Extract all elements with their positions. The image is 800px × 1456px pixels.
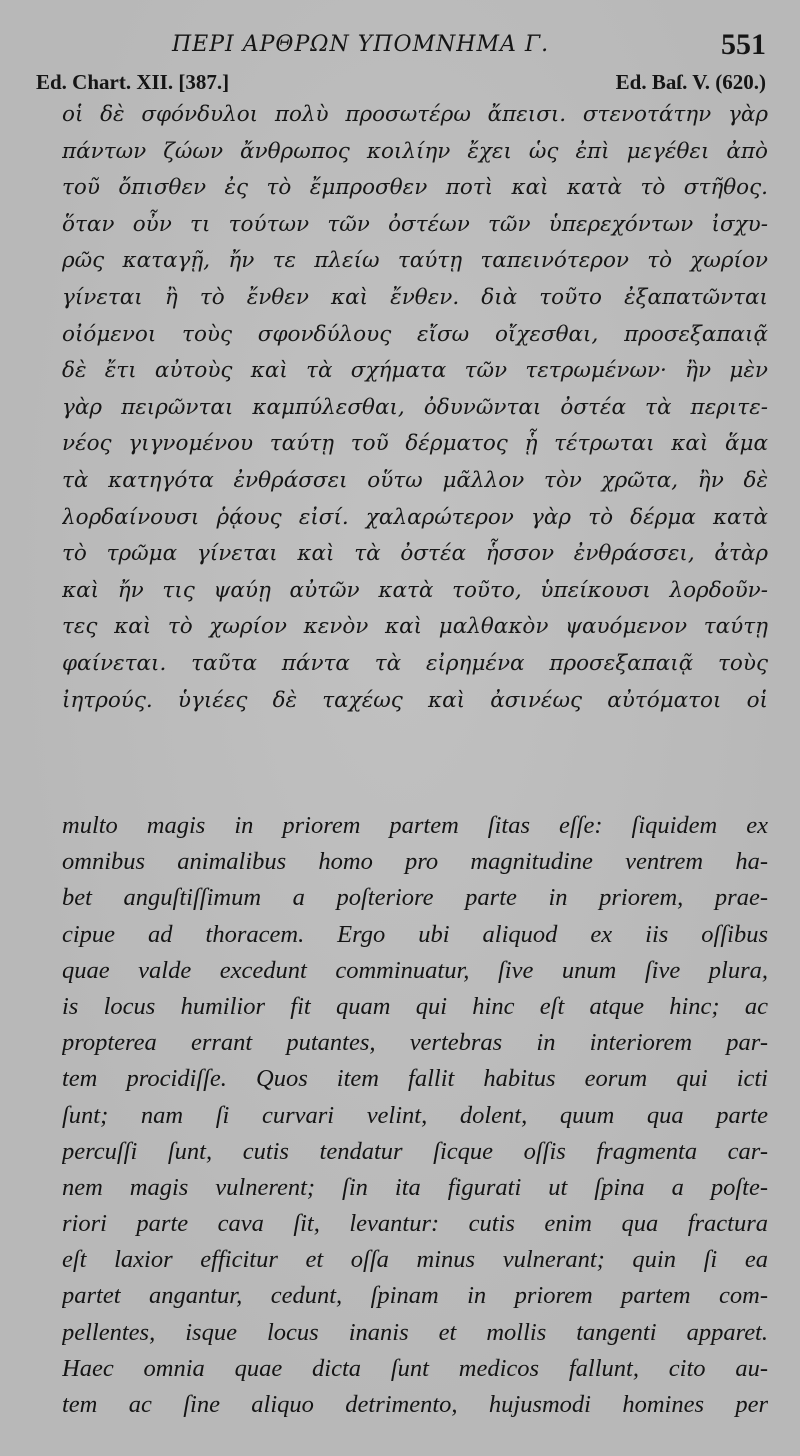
latin-line: tem procidiſſe. Quos item fallit habitus eorum qui icti xyxy=(62,1065,768,1093)
greek-line: τὰ κατηγότα ἐνθράσσει οὕτω μᾶλλον τὸν χρῶτα, ἢν δὲ xyxy=(62,467,768,493)
latin-line: nem magis vulnerent; ſin ita figurati ut ſpina a poſte- xyxy=(62,1173,768,1201)
latin-line: percuſſi ſunt, cutis tendatur ſicque oſſis fragmenta car- xyxy=(62,1137,768,1165)
greek-text-block xyxy=(62,97,768,719)
latin-line: omnibus animalibus homo pro magnitudine ventrem ha- xyxy=(62,848,768,876)
greek-line: τὸ τρῶμα γίνεται καὶ τὰ ὀστέα ἧσσον ἐνθράσσει, ἀτὰρ xyxy=(62,541,768,567)
greek-line: νέος γιγνομένου ταύτῃ τοῦ δέρματος ᾗ τέτρωται καὶ ἅμα xyxy=(62,431,768,457)
latin-line: pellentes, isque locus inanis et mollis tangenti apparet. xyxy=(62,1318,768,1346)
edition-basel-ref: Ed. Baſ. V. (620.) xyxy=(615,70,766,94)
greek-line: τοῦ ὄπισθεν ἐς τὸ ἔμπροσθεν ποτὶ καὶ κατὰ τὸ στῆθος. xyxy=(62,175,768,201)
greek-line: λορδαίνουσι ῥᾴους εἰσί. χαλαρώτερον γὰρ τὸ δέρμα κατὰ xyxy=(62,504,768,530)
greek-line: δὲ ἔτι αὐτοὺς καὶ τὰ σχήματα τῶν τετρωμένων· ἢν μὲν xyxy=(62,358,768,384)
latin-line: cipue ad thoracem. Ergo ubi aliquod ex iis oſſibus xyxy=(62,920,768,948)
greek-line: πάντων ζώων ἄνθρωπος κοιλίην ἔχει ὡς ἐπὶ μεγέθει ἀπὸ xyxy=(62,138,768,164)
latin-line: quae valde excedunt comminuatur, ſive unum ſive plura, xyxy=(62,956,768,984)
running-title: ΠΕΡΙ ΑΡΘΡΩΝ ΥΠΟΜΝΗΜΑ Γ. xyxy=(172,32,550,57)
latin-line: propterea errant putantes, vertebras in interiorem par- xyxy=(62,1029,768,1057)
latin-line: tem ac ſine aliquo detrimento, hujusmodi homines per xyxy=(62,1391,768,1418)
latin-line: Haec omnia quae dicta ſunt medicos fallunt, cito au- xyxy=(62,1354,768,1382)
latin-line: ſunt; nam ſi curvari velint, dolent, quum qua parte xyxy=(62,1101,768,1129)
page-number: 551 xyxy=(721,28,766,61)
greek-line: γὰρ πειρῶνται καμπύλεσθαι, ὀδυνῶνται ὀστέα τὰ περιτε- xyxy=(62,394,768,420)
latin-line: multo magis in priorem partem ſitas eſſe: ſiquidem ex xyxy=(62,812,768,839)
edition-chartier-ref: Ed. Chart. XII. [387.] xyxy=(36,70,230,94)
greek-line: οἰόμενοι τοὺς σφονδύλους εἴσω οἴχεσθαι, προσεξαπαιᾷ xyxy=(62,321,768,347)
greek-line: ὅταν οὖν τι τούτων τῶν ὀστέων τῶν ὑπερεχόντων ἰσχυ- xyxy=(62,211,768,237)
greek-line: γίνεται ἢ τὸ ἔνθεν καὶ ἔνθεν. διὰ τοῦτο ἐξαπατῶνται xyxy=(62,284,768,310)
greek-line: φαίνεται. ταῦτα πάντα τὰ εἰρημένα προσεξαπαιᾷ τοὺς xyxy=(62,650,768,676)
latin-line: bet anguſtiſſimum a poſteriore parte in priorem, prae- xyxy=(62,884,768,912)
greek-line: τες καὶ τὸ χωρίον κενὸν καὶ μαλθακὸν ψαυόμενον ταύτῃ xyxy=(62,614,768,640)
edition-line xyxy=(36,70,766,100)
greek-line: οἱ δὲ σφόνδυλοι πολὺ προσωτέρω ἄπεισι. στενοτάτην γὰρ xyxy=(62,102,768,127)
latin-line: riori parte cava ſit, levantur: cutis enim qua fractura xyxy=(62,1210,768,1238)
latin-line: eſt laxior efficitur et oſſa minus vulnerant; quin ſi ea xyxy=(62,1246,768,1274)
greek-line: καὶ ἤν τις ψαύῃ αὐτῶν κατὰ τοῦτο, ὑπείκουσι λορδοῦν- xyxy=(62,577,768,603)
latin-line: is locus humilior fit quam qui hinc eſt atque hinc; ac xyxy=(62,992,768,1020)
greek-line: ἰητρούς. ὑγιέες δὲ ταχέως καὶ ἀσινέως αὐτόματοι οἱ xyxy=(62,687,768,713)
greek-line: ρῶς καταγῇ, ἤν τε πλείω ταύτῃ ταπεινότερον τὸ χωρίον xyxy=(62,248,768,274)
latin-line: partet angantur, cedunt, ſpinam in priorem partem com- xyxy=(62,1282,768,1310)
running-head xyxy=(0,26,800,66)
latin-text-block xyxy=(62,808,768,1423)
